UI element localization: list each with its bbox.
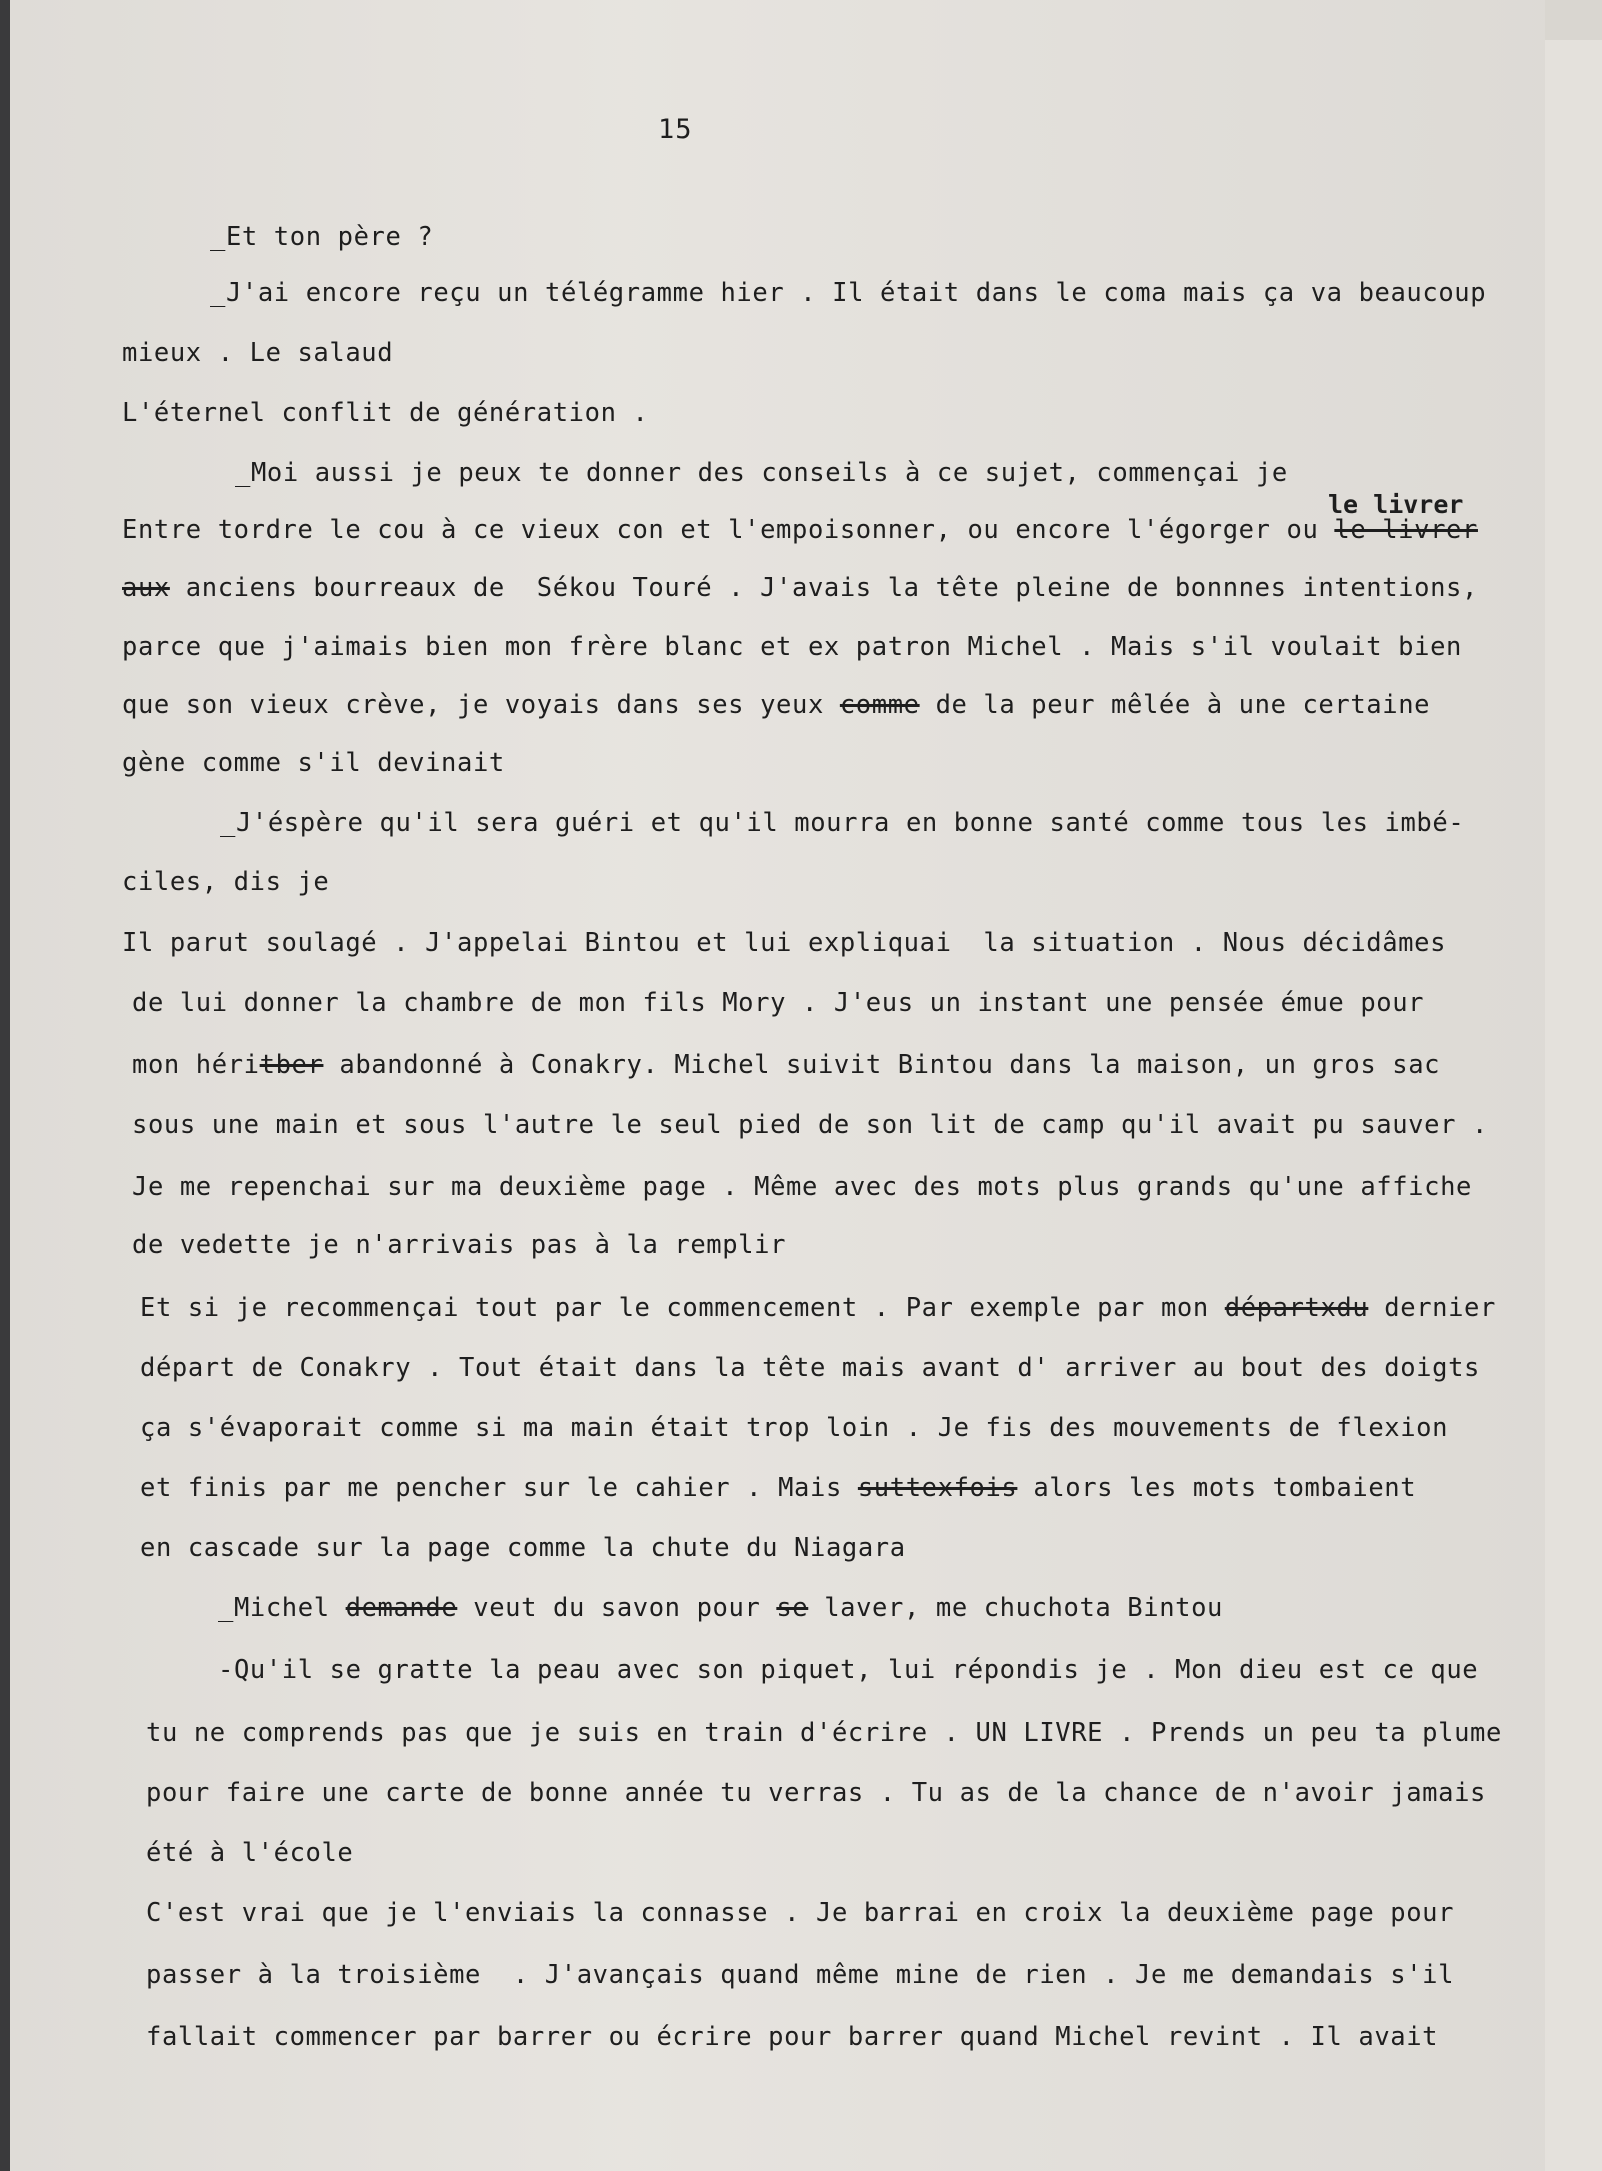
- text-line: pour faire une carte de bonne année tu verras . Tu as de la chance de n'avoir jamais: [146, 1778, 1486, 1808]
- text-line: sous une main et sous l'autre le seul pied de son lit de camp qu'il avait pu sauver .: [132, 1110, 1488, 1140]
- text-line: Entre tordre le cou à ce vieux con et l'empoisonner, ou encore l'égorger ou le livrer: [122, 515, 1478, 545]
- struck-word: le livrer: [1334, 515, 1478, 545]
- text-line: mieux . Le salaud: [122, 338, 394, 368]
- struck-word: tber: [259, 1050, 324, 1080]
- text-line: été à l'école: [146, 1838, 354, 1868]
- text-line: de vedette je n'arrivais pas à la remplir: [132, 1230, 787, 1260]
- text-line: ciles, dis je: [122, 867, 330, 897]
- text-line: Et si je recommençai tout par le commencement . Par exemple par mon départxdu dernier: [140, 1293, 1496, 1323]
- text-line: Il parut soulagé . J'appelai Bintou et lui expliquai la situation . Nous décidâmes: [122, 928, 1447, 958]
- text-line: de lui donner la chambre de mon fils Mory . J'eus un instant une pensée émue pour: [132, 988, 1425, 1018]
- text-line: que son vieux crève, je voyais dans ses yeux comme de la peur mêlée à une certaine: [122, 690, 1431, 720]
- text-line: -Qu'il se gratte la peau avec son piquet, lui répondis je . Mon dieu est ce que: [218, 1655, 1479, 1685]
- text-line: C'est vrai que je l'enviais la connasse . Je barrai en croix la deuxième page pour: [146, 1898, 1455, 1928]
- struck-word: suttexfois: [857, 1473, 1018, 1503]
- text-line: et finis par me pencher sur le cahier . Mais suttexfois alors les mots tombaient: [140, 1473, 1417, 1503]
- struck-word: aux: [122, 573, 170, 603]
- text-line: L'éternel conflit de génération .: [122, 398, 649, 428]
- struck-word: comme: [839, 690, 920, 720]
- text-line: _Michel demande veut du savon pour se laver, me chuchota Bintou: [218, 1593, 1224, 1623]
- text-line: tu ne comprends pas que je suis en train d'écrire . UN LIVRE . Prends un peu ta plume: [146, 1718, 1502, 1748]
- text-line: gène comme s'il devinait: [122, 748, 505, 778]
- text-line: _J'ai encore reçu un télégramme hier . Il était dans le coma mais ça va beaucoup: [210, 278, 1487, 308]
- struck-word: demande: [345, 1593, 458, 1623]
- text-line: ça s'évaporait comme si ma main était trop loin . Je fis des mouvements de flexion: [140, 1413, 1449, 1443]
- text-line: en cascade sur la page comme la chute du Niagara: [140, 1533, 906, 1563]
- text-line: fallait commencer par barrer ou écrire pour barrer quand Michel revint . Il avait: [146, 2022, 1439, 2052]
- text-line: départ de Conakry . Tout était dans la tête mais avant d' arriver au bout des doigts: [140, 1353, 1480, 1383]
- text-line: passer à la troisième . J'avançais quand même mine de rien . Je me demandais s'il: [146, 1960, 1455, 1990]
- typewritten-page: [10, 0, 1545, 2171]
- text-line: parce que j'aimais bien mon frère blanc et ex patron Michel . Mais s'il voulait bien: [122, 632, 1462, 662]
- text-line: mon héritber abandonné à Conakry. Michel suivit Bintou dans la maison, un gros sac: [132, 1050, 1441, 1080]
- struck-word: se: [776, 1593, 809, 1623]
- page-number: 15: [658, 114, 693, 145]
- text-line: _J'éspère qu'il sera guéri et qu'il mourra en bonne santé comme tous les imbé-: [220, 808, 1465, 838]
- text-line: Je me repenchai sur ma deuxième page . Même avec des mots plus grands qu'une affiche: [132, 1172, 1472, 1202]
- text-line: _Moi aussi je peux te donner des conseils à ce sujet, commençai je: [235, 458, 1288, 488]
- text-line: _Et ton père ?: [210, 222, 434, 252]
- handwritten-insertion: le livrer: [1328, 490, 1464, 519]
- text-line: aux anciens bourreaux de Sékou Touré . J'avais la tête pleine de bonnnes intentions,: [122, 573, 1478, 603]
- struck-word: départxdu: [1224, 1293, 1369, 1323]
